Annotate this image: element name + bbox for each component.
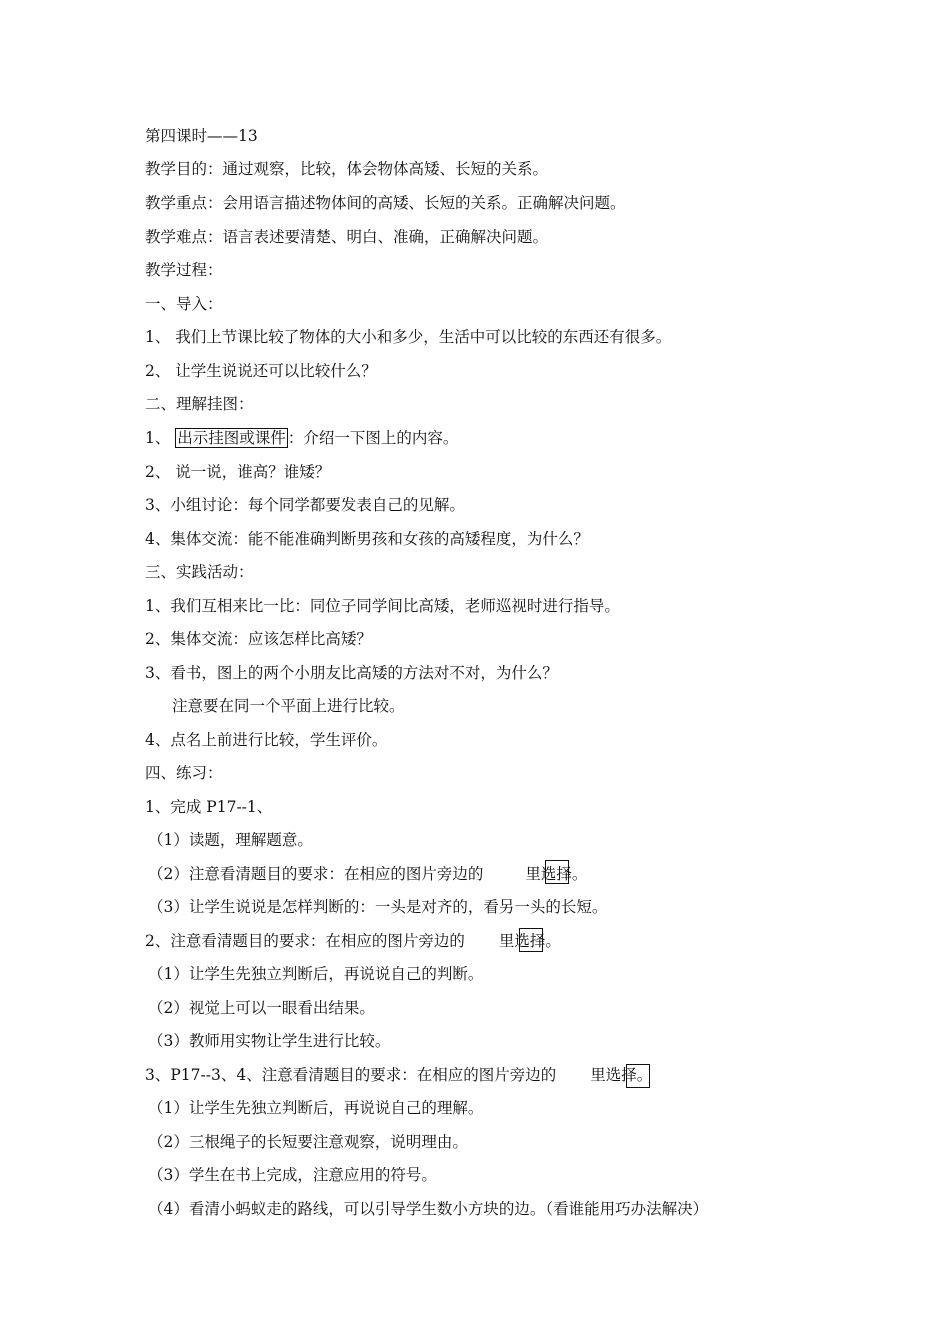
- answer-box: [499, 929, 561, 953]
- exercise-3-b: （2）三根绳子的长短要注意观察，说明理由。: [148, 1133, 468, 1151]
- section-2-item-1-suffix: ：介绍一下图上的内容。: [287, 429, 459, 447]
- exercise-2-b: （2）视觉上可以一眼看出结果。: [148, 999, 375, 1017]
- section-2-item-1: [145, 426, 458, 450]
- section-3-item-2: 2、集体交流：应该怎样比高矮？: [145, 630, 372, 648]
- section-3-note: 注意要在同一个平面上进行比较。: [172, 697, 405, 715]
- section-2-item-2: 2、 说一说，谁高？谁矮？: [145, 463, 331, 481]
- section-3-item-4: 4、点名上前进行比较，学生评价。: [145, 731, 388, 749]
- answer-box: [590, 1063, 652, 1087]
- section-1-heading: 一、导入：: [145, 295, 223, 313]
- section-1-item-2: 2、 让学生说说还可以比较什么？: [145, 362, 377, 380]
- exercise-3-title-prefix: 3、P17--3、4、注意看清题目的要求：在相应的图片旁边的: [145, 1066, 557, 1084]
- exercise-3-title: [145, 1063, 652, 1087]
- exercise-2-title: [145, 929, 561, 953]
- exercise-3-title-suffix: 里选择。: [590, 1066, 653, 1084]
- exercise-1-title: 1、完成 P17--1、: [145, 798, 273, 816]
- exercise-3-d: （4）看清小蚂蚁走的路线，可以引导学生数小方块的边。（看谁能用巧办法解决）: [148, 1200, 709, 1218]
- lesson-title: 第四课时——13: [145, 127, 258, 145]
- section-3-item-3: 3、看书，图上的两个小朋友比高矮的方法对不对，为什么？: [145, 664, 558, 682]
- answer-box: [525, 862, 587, 886]
- section-1-item-1: 1、 我们上节课比较了物体的大小和多少，生活中可以比较的东西还有很多。: [145, 328, 672, 346]
- section-3-heading: 三、实践活动：: [145, 563, 254, 581]
- exercise-3-c: （3）学生在书上完成，注意应用的符号。: [148, 1166, 437, 1184]
- teaching-difficulty: 教学难点：语言表述要清楚、明白、准确，正确解决问题。: [145, 228, 549, 246]
- exercise-2-title-prefix: 2、注意看清题目的要求：在相应的图片旁边的: [145, 932, 465, 950]
- section-3-item-1: 1、我们互相来比一比：同位子同学间比高矮，老师巡视时进行指导。: [145, 597, 620, 615]
- section-2-heading: 二、理解挂图：: [145, 395, 254, 413]
- section-4-heading: 四、练习：: [145, 764, 223, 782]
- boxed-text: 出示挂图或课件: [177, 429, 286, 447]
- exercise-2-c: （3）教师用实物让学生进行比较。: [148, 1032, 391, 1050]
- exercise-2-a: （1）让学生先独立判断后，再说说自己的判断。: [148, 965, 484, 983]
- exercise-1-a: （1）读题，理解题意。: [148, 831, 313, 849]
- answer-box-frame: [545, 860, 569, 884]
- teaching-focus: 教学重点：会用语言描述物体间的高矮、长短的关系。正确解决问题。: [145, 194, 626, 212]
- exercise-2-title-suffix: 里选择。: [498, 932, 561, 950]
- exercise-1-b-suffix: 里选择。: [525, 865, 588, 883]
- section-2-item-4: 4、集体交流：能不能准确判断男孩和女孩的高矮程度，为什么？: [145, 530, 589, 548]
- section-2-item-1-prefix: 1、: [145, 429, 176, 447]
- exercise-1-c: （3）让学生说说是怎样判断的：一头是对齐的，看另一头的长短。: [148, 898, 608, 916]
- answer-box-frame: [519, 928, 543, 952]
- exercise-1-b: [148, 862, 587, 886]
- exercise-3-a: （1）让学生先独立判断后，再说说自己的理解。: [148, 1099, 484, 1117]
- exercise-1-b-prefix: （2）注意看清题目的要求：在相应的图片旁边的: [148, 865, 484, 883]
- section-2-item-3: 3、小组讨论：每个同学都要发表自己的见解。: [145, 496, 465, 514]
- teaching-process-heading: 教学过程：: [145, 261, 223, 279]
- answer-box-frame: [626, 1064, 650, 1088]
- teaching-objective: 教学目的：通过观察，比较，体会物体高矮、长短的关系。: [145, 160, 549, 178]
